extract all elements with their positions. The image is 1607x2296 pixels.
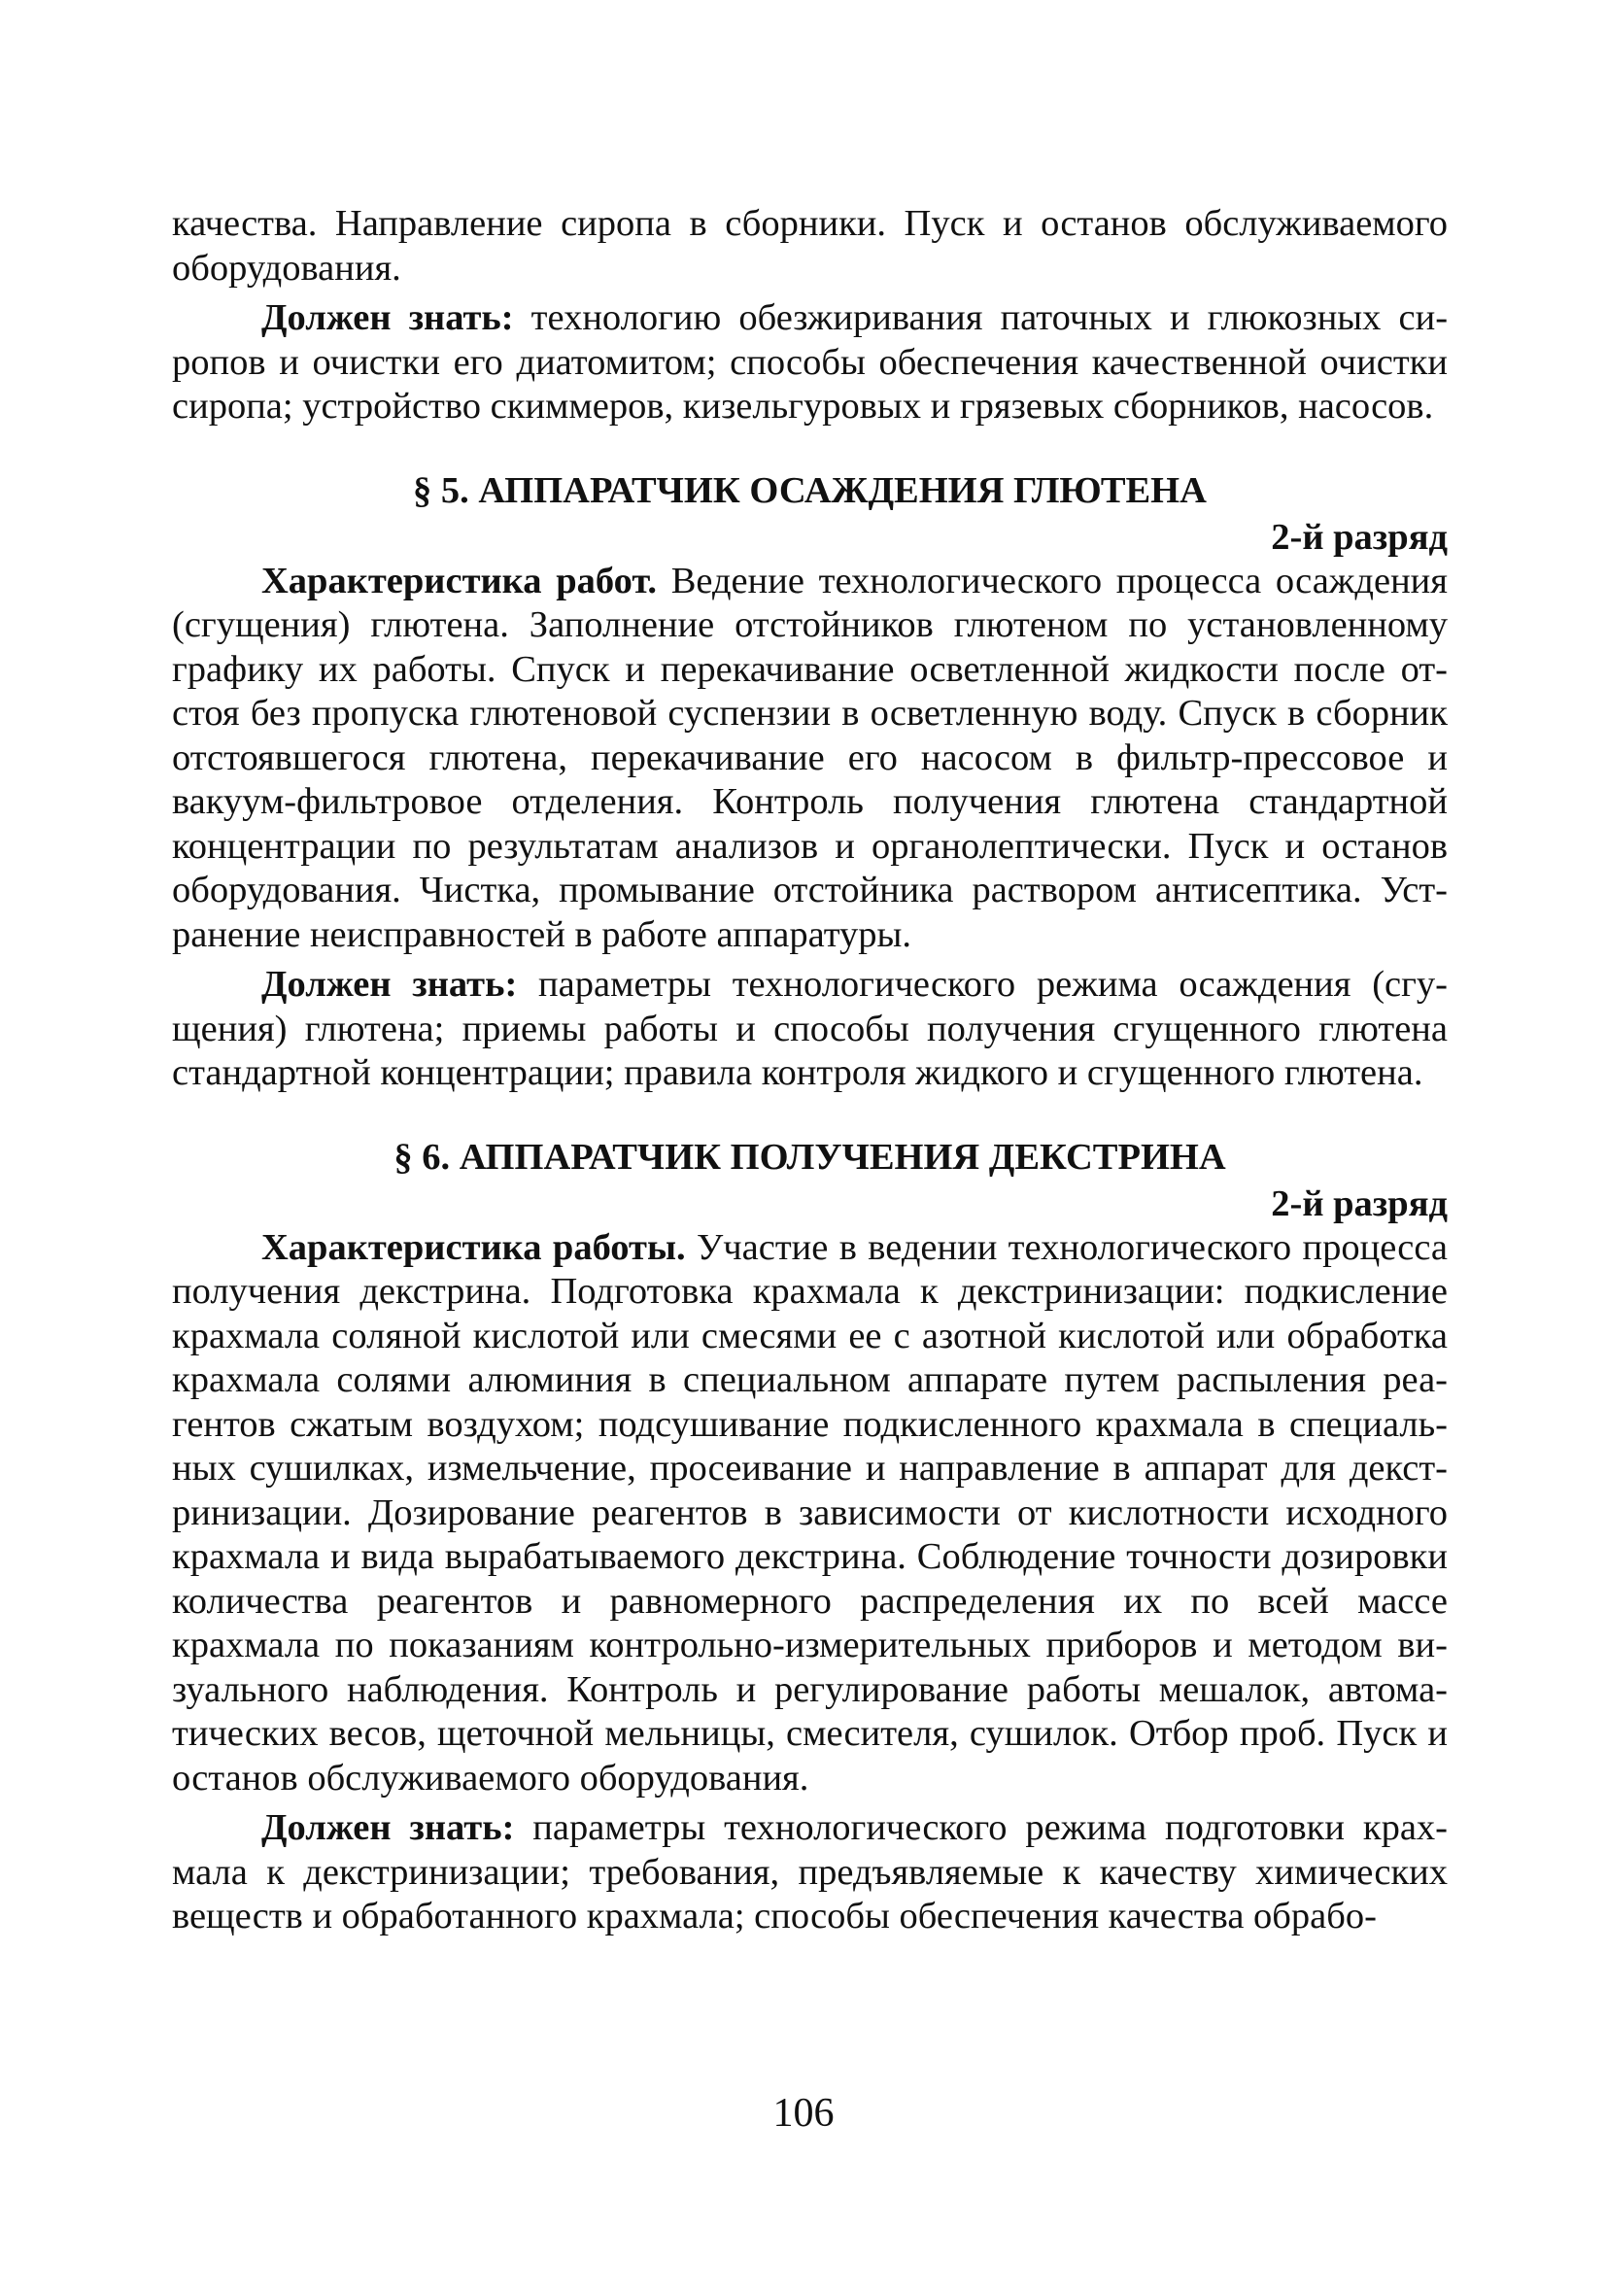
intro-know-paragraph [172,296,1448,429]
section-5-knowledge-label: Должен знать: [261,964,518,1005]
section-5-characteristics-text: Ведение технологического процесса осаждения (сгущения) глютена. Заполнение отстойников глютеном по установленному графику их работы. Спуск и перекачивание осветленной жидкости после отстоя без пропуска глютеновой суспензии в осветленную воду. Спуск в сборник отстоявшегося глютена, перекачивание его насосом в фильтр-прессовое и вакуум-фильтровое отделения. Контроль получения глютена стандартной концентрации по результатам анализов и органолептически. Пуск и останов оборудования. Чистка, промывание отстойника раствором антисептика. Устранение неисправностей в работе аппаратуры. [172,560,1448,955]
section-6-knowledge-label: Должен знать: [261,1807,515,1848]
section-6-characteristics [172,1226,1448,1801]
intro-know-text: технологию обезжиривания паточных и глюкозных сиропов и очистки его диатомитом; способы обеспечения качественной очистки сиропа; устройство скиммеров, кизельгуровых и грязевых сборников, насосов. [172,297,1449,427]
intro-know-label: Должен знать: [261,297,514,338]
section-6-knowledge [172,1806,1448,1939]
section-5-characteristics-label: Характеристика работ. [261,560,658,601]
section-5-characteristics [172,560,1448,958]
section-6-title: § 6. АППАРАТЧИК ПОЛУЧЕНИЯ ДЕКСТРИНА [393,1136,1226,1178]
page-body [172,202,1448,1939]
section-5-rank: 2-й разряд [1271,516,1448,558]
intro-continuation [172,202,1448,291]
intro-continuation-text: качества. Направление сиропа в сборники. Пуск и останов обслуживаемого оборудования. [172,203,1448,289]
section-6-rank: 2-й разряд [1271,1182,1448,1224]
section-6-knowledge-text: параметры технологического режима подготовки крахмала к декстринизации; требования, предъявляемые к качеству химических веществ и обработанного крахмала; способы обеспечения качества обрабо- [172,1807,1448,1936]
section-5-title: § 5. АППАРАТЧИК ОСАЖДЕНИЯ ГЛЮТЕНА [413,469,1207,511]
section-6-characteristics-label: Характеристика работы. [261,1226,686,1268]
section-6-characteristics-text: Участие в ведении технологического процесса получения декстрина. Подготовка крахмала к декстринизации: подкисление крахмала соляной кислотой или смесями ее с азотной кислотой или обработка крахмала солями алюминия в специальном аппарате путем распыления реагентов сжатым воздухом; подсушивание подкисленного крахмала в специальных сушилках, измельчение, просеивание и направление в аппарат для декстринизации. Дозирование реагентов в зависимости от кислотности исходного крахмала и вида вырабатываемого декстрина. Соблюдение точности дозировки количества реагентов и равномерного распределения их по всей массе крахмала по показаниям контрольно-измерительных приборов и методом визуального наблюдения. Контроль и регулирование работы мешалок, автоматических весов, щеточной мельницы, смесителя, сушилок. Отбор проб. Пуск и останов обслуживаемого оборудования. [172,1226,1448,1799]
section-5-knowledge-text: параметры технологического режима осаждения (сгущения) глютена; приемы работы и способы получения сгущенного глютена стандартной концентрации; правила контроля жидкого и сгущенного глютена. [172,964,1448,1093]
page-number: 106 [772,2091,835,2136]
section-5-knowledge [172,963,1448,1096]
